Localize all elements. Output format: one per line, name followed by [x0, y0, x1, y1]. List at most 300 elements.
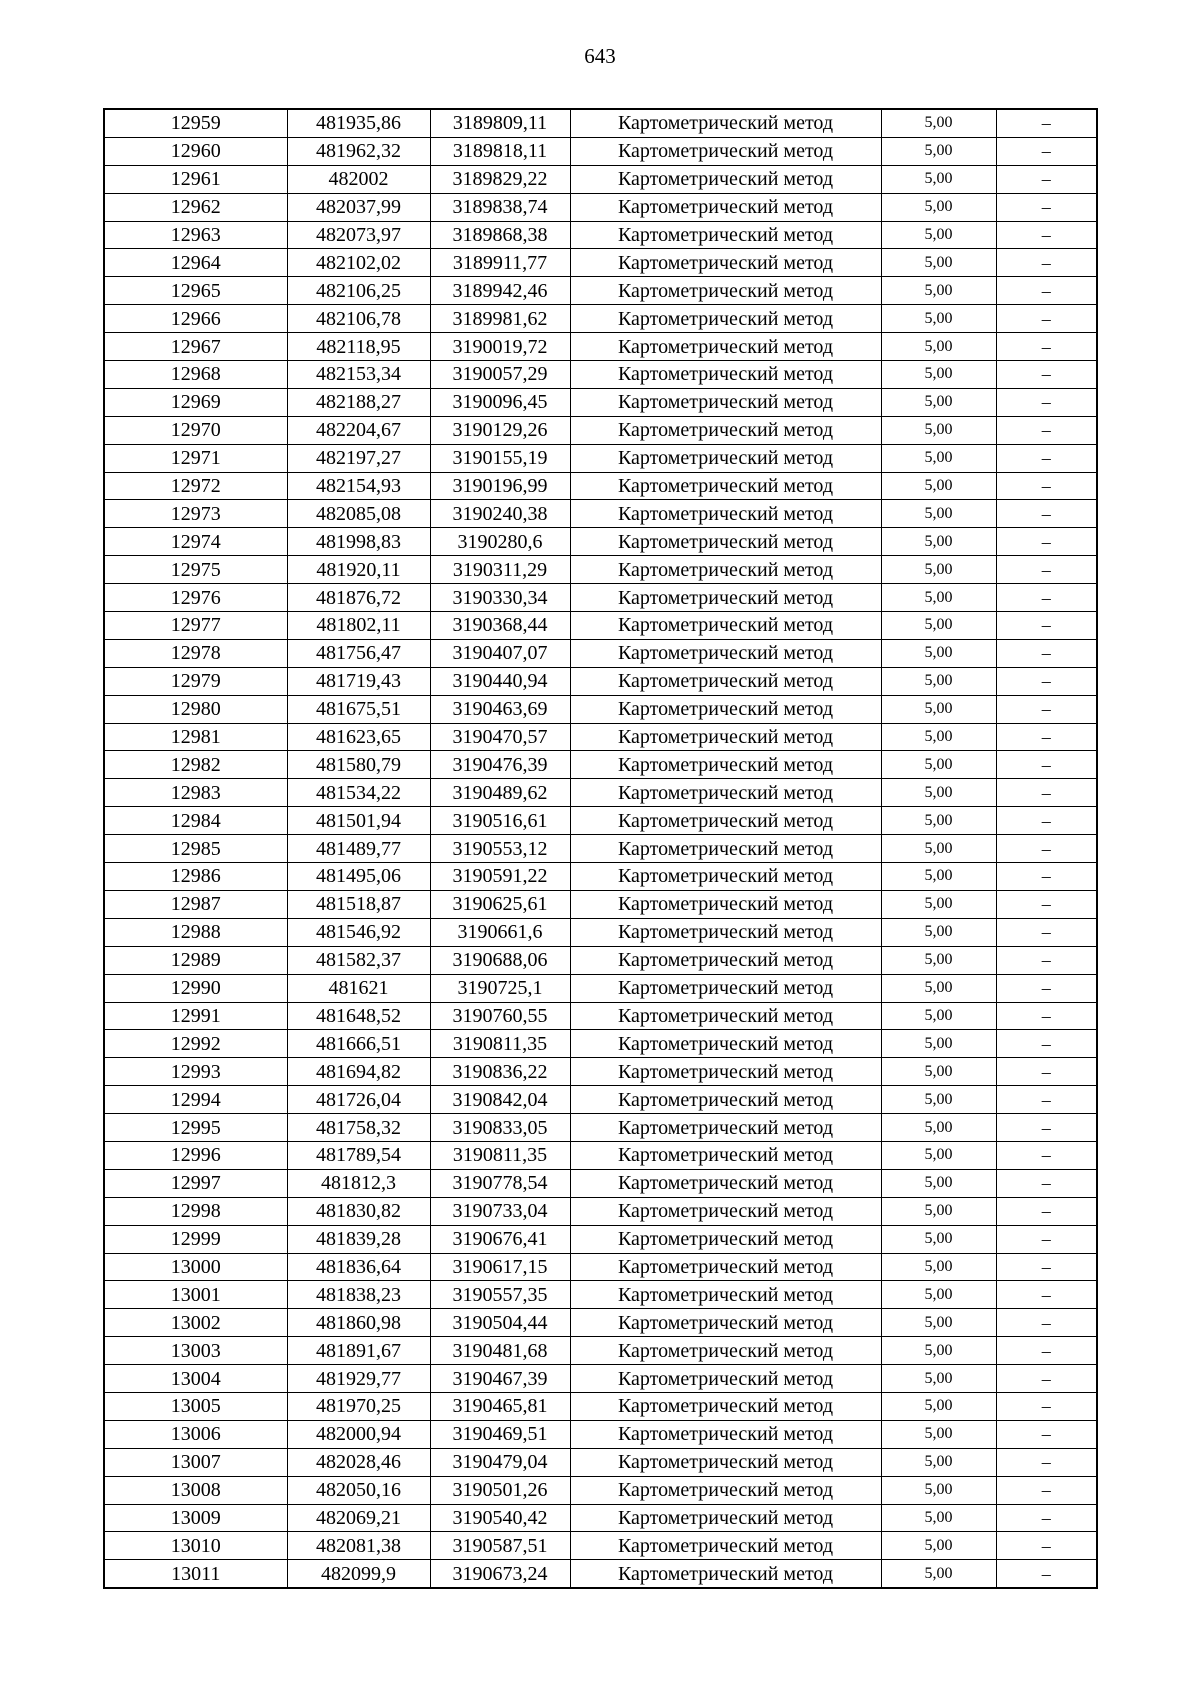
description-cell: –: [996, 1392, 1097, 1420]
accuracy-cell: 5,00: [881, 1197, 996, 1225]
description-cell: –: [996, 1309, 1097, 1337]
description-cell: –: [996, 1448, 1097, 1476]
x-coordinate-cell: 481802,11: [287, 612, 430, 640]
description-cell: –: [996, 333, 1097, 361]
x-coordinate-cell: 481534,22: [287, 779, 430, 807]
point-number-cell: 12984: [104, 807, 287, 835]
description-cell: –: [996, 388, 1097, 416]
x-coordinate-cell: 482081,38: [287, 1532, 430, 1560]
description-cell: –: [996, 1365, 1097, 1393]
y-coordinate-cell: 3189829,22: [430, 165, 570, 193]
method-cell: Картометрический метод: [570, 277, 881, 305]
description-cell: –: [996, 444, 1097, 472]
method-cell: Картометрический метод: [570, 1058, 881, 1086]
table-row: [104, 667, 1097, 695]
accuracy-cell: 5,00: [881, 472, 996, 500]
method-cell: Картометрический метод: [570, 807, 881, 835]
y-coordinate-cell: 3190842,04: [430, 1086, 570, 1114]
method-cell: Картометрический метод: [570, 444, 881, 472]
x-coordinate-cell: 482106,78: [287, 305, 430, 333]
x-coordinate-cell: 482106,25: [287, 277, 430, 305]
table-row: [104, 472, 1097, 500]
y-coordinate-cell: 3190096,45: [430, 388, 570, 416]
table-row: [104, 500, 1097, 528]
x-coordinate-cell: 481580,79: [287, 751, 430, 779]
table-row: [104, 1560, 1097, 1588]
description-cell: –: [996, 639, 1097, 667]
y-coordinate-cell: 3190733,04: [430, 1197, 570, 1225]
table-row: [104, 1114, 1097, 1142]
y-coordinate-cell: 3190688,06: [430, 946, 570, 974]
x-coordinate-cell: 481838,23: [287, 1281, 430, 1309]
y-coordinate-cell: 3190836,22: [430, 1058, 570, 1086]
table-row: [104, 1281, 1097, 1309]
table-row: [104, 388, 1097, 416]
point-number-cell: 12987: [104, 890, 287, 918]
description-cell: –: [996, 1281, 1097, 1309]
accuracy-cell: 5,00: [881, 528, 996, 556]
method-cell: Картометрический метод: [570, 779, 881, 807]
point-number-cell: 12995: [104, 1114, 287, 1142]
point-number-cell: 12986: [104, 863, 287, 891]
x-coordinate-cell: 482002: [287, 165, 430, 193]
description-cell: –: [996, 1169, 1097, 1197]
coordinates-table: [103, 108, 1098, 1589]
table-row: [104, 556, 1097, 584]
description-cell: –: [996, 1560, 1097, 1588]
y-coordinate-cell: 3190368,44: [430, 612, 570, 640]
method-cell: Картометрический метод: [570, 1504, 881, 1532]
accuracy-cell: 5,00: [881, 863, 996, 891]
x-coordinate-cell: 482197,27: [287, 444, 430, 472]
x-coordinate-cell: 482118,95: [287, 333, 430, 361]
description-cell: –: [996, 221, 1097, 249]
y-coordinate-cell: 3190504,44: [430, 1309, 570, 1337]
description-cell: –: [996, 751, 1097, 779]
x-coordinate-cell: 481756,47: [287, 639, 430, 667]
point-number-cell: 12975: [104, 556, 287, 584]
accuracy-cell: 5,00: [881, 1086, 996, 1114]
point-number-cell: 12998: [104, 1197, 287, 1225]
y-coordinate-cell: 3189809,11: [430, 109, 570, 137]
table-row: [104, 109, 1097, 137]
accuracy-cell: 5,00: [881, 918, 996, 946]
method-cell: Картометрический метод: [570, 639, 881, 667]
table-row: [104, 137, 1097, 165]
y-coordinate-cell: 3190557,35: [430, 1281, 570, 1309]
point-number-cell: 13010: [104, 1532, 287, 1560]
point-number-cell: 12968: [104, 361, 287, 389]
y-coordinate-cell: 3190778,54: [430, 1169, 570, 1197]
table-row: [104, 221, 1097, 249]
accuracy-cell: 5,00: [881, 277, 996, 305]
description-cell: –: [996, 1476, 1097, 1504]
accuracy-cell: 5,00: [881, 109, 996, 137]
y-coordinate-cell: 3190476,39: [430, 751, 570, 779]
table-row: [104, 1392, 1097, 1420]
table-row: [104, 918, 1097, 946]
y-coordinate-cell: 3190516,61: [430, 807, 570, 835]
y-coordinate-cell: 3190196,99: [430, 472, 570, 500]
description-cell: –: [996, 1420, 1097, 1448]
method-cell: Картометрический метод: [570, 472, 881, 500]
table-row: [104, 361, 1097, 389]
description-cell: –: [996, 109, 1097, 137]
table-row: [104, 751, 1097, 779]
y-coordinate-cell: 3190469,51: [430, 1420, 570, 1448]
method-cell: Картометрический метод: [570, 1002, 881, 1030]
description-cell: –: [996, 1058, 1097, 1086]
point-number-cell: 13001: [104, 1281, 287, 1309]
point-number-cell: 12962: [104, 193, 287, 221]
table-row: [104, 305, 1097, 333]
accuracy-cell: 5,00: [881, 556, 996, 584]
point-number-cell: 12990: [104, 974, 287, 1002]
accuracy-cell: 5,00: [881, 1420, 996, 1448]
accuracy-cell: 5,00: [881, 667, 996, 695]
y-coordinate-cell: 3190407,07: [430, 639, 570, 667]
point-number-cell: 13003: [104, 1337, 287, 1365]
y-coordinate-cell: 3190057,29: [430, 361, 570, 389]
accuracy-cell: 5,00: [881, 137, 996, 165]
x-coordinate-cell: 481929,77: [287, 1365, 430, 1393]
table-row: [104, 249, 1097, 277]
accuracy-cell: 5,00: [881, 695, 996, 723]
table-row: [104, 444, 1097, 472]
y-coordinate-cell: 3190540,42: [430, 1504, 570, 1532]
method-cell: Картометрический метод: [570, 165, 881, 193]
method-cell: Картометрический метод: [570, 1030, 881, 1058]
description-cell: –: [996, 807, 1097, 835]
accuracy-cell: 5,00: [881, 1002, 996, 1030]
point-number-cell: 12997: [104, 1169, 287, 1197]
table-row: [104, 165, 1097, 193]
y-coordinate-cell: 3190465,81: [430, 1392, 570, 1420]
point-number-cell: 12980: [104, 695, 287, 723]
method-cell: Картометрический метод: [570, 1086, 881, 1114]
accuracy-cell: 5,00: [881, 1476, 996, 1504]
point-number-cell: 12973: [104, 500, 287, 528]
description-cell: –: [996, 472, 1097, 500]
point-number-cell: 13002: [104, 1309, 287, 1337]
accuracy-cell: 5,00: [881, 890, 996, 918]
y-coordinate-cell: 3189818,11: [430, 137, 570, 165]
method-cell: Картометрический метод: [570, 249, 881, 277]
method-cell: Картометрический метод: [570, 1197, 881, 1225]
x-coordinate-cell: 482050,16: [287, 1476, 430, 1504]
description-cell: –: [996, 193, 1097, 221]
description-cell: –: [996, 974, 1097, 1002]
description-cell: –: [996, 1532, 1097, 1560]
x-coordinate-cell: 481495,06: [287, 863, 430, 891]
table-body: [104, 109, 1097, 1588]
method-cell: Картометрический метод: [570, 1365, 881, 1393]
description-cell: –: [996, 416, 1097, 444]
method-cell: Картометрический метод: [570, 361, 881, 389]
table-row: [104, 277, 1097, 305]
x-coordinate-cell: 481891,67: [287, 1337, 430, 1365]
table-row: [104, 1253, 1097, 1281]
accuracy-cell: 5,00: [881, 1532, 996, 1560]
x-coordinate-cell: 481970,25: [287, 1392, 430, 1420]
accuracy-cell: 5,00: [881, 333, 996, 361]
accuracy-cell: 5,00: [881, 1281, 996, 1309]
x-coordinate-cell: 481675,51: [287, 695, 430, 723]
description-cell: –: [996, 556, 1097, 584]
description-cell: –: [996, 249, 1097, 277]
description-cell: –: [996, 528, 1097, 556]
table-row: [104, 1197, 1097, 1225]
table-row: [104, 1141, 1097, 1169]
x-coordinate-cell: 482153,34: [287, 361, 430, 389]
method-cell: Картометрический метод: [570, 1141, 881, 1169]
description-cell: –: [996, 667, 1097, 695]
point-number-cell: 13004: [104, 1365, 287, 1393]
y-coordinate-cell: 3190661,6: [430, 918, 570, 946]
y-coordinate-cell: 3190481,68: [430, 1337, 570, 1365]
y-coordinate-cell: 3190587,51: [430, 1532, 570, 1560]
description-cell: –: [996, 1086, 1097, 1114]
description-cell: –: [996, 277, 1097, 305]
description-cell: –: [996, 612, 1097, 640]
table-row: [104, 1030, 1097, 1058]
x-coordinate-cell: 481839,28: [287, 1225, 430, 1253]
accuracy-cell: 5,00: [881, 165, 996, 193]
x-coordinate-cell: 482037,99: [287, 193, 430, 221]
point-number-cell: 12963: [104, 221, 287, 249]
table-row: [104, 1504, 1097, 1532]
method-cell: Картометрический метод: [570, 1225, 881, 1253]
table-row: [104, 1086, 1097, 1114]
point-number-cell: 13007: [104, 1448, 287, 1476]
method-cell: Картометрический метод: [570, 1532, 881, 1560]
point-number-cell: 12978: [104, 639, 287, 667]
table-row: [104, 890, 1097, 918]
method-cell: Картометрический метод: [570, 193, 881, 221]
description-cell: –: [996, 361, 1097, 389]
point-number-cell: 12969: [104, 388, 287, 416]
table-row: [104, 863, 1097, 891]
method-cell: Картометрический метод: [570, 528, 881, 556]
x-coordinate-cell: 481546,92: [287, 918, 430, 946]
accuracy-cell: 5,00: [881, 779, 996, 807]
table-row: [104, 1225, 1097, 1253]
x-coordinate-cell: 482069,21: [287, 1504, 430, 1532]
table-row: [104, 416, 1097, 444]
method-cell: Картометрический метод: [570, 1392, 881, 1420]
x-coordinate-cell: 482188,27: [287, 388, 430, 416]
table-row: [104, 1058, 1097, 1086]
y-coordinate-cell: 3190501,26: [430, 1476, 570, 1504]
accuracy-cell: 5,00: [881, 388, 996, 416]
y-coordinate-cell: 3190591,22: [430, 863, 570, 891]
x-coordinate-cell: 481582,37: [287, 946, 430, 974]
x-coordinate-cell: 481830,82: [287, 1197, 430, 1225]
method-cell: Картометрический метод: [570, 305, 881, 333]
method-cell: Картометрический метод: [570, 1337, 881, 1365]
accuracy-cell: 5,00: [881, 305, 996, 333]
accuracy-cell: 5,00: [881, 221, 996, 249]
table-row: [104, 835, 1097, 863]
method-cell: Картометрический метод: [570, 388, 881, 416]
point-number-cell: 13005: [104, 1392, 287, 1420]
point-number-cell: 12977: [104, 612, 287, 640]
y-coordinate-cell: 3189942,46: [430, 277, 570, 305]
accuracy-cell: 5,00: [881, 1253, 996, 1281]
point-number-cell: 13006: [104, 1420, 287, 1448]
method-cell: Картометрический метод: [570, 1281, 881, 1309]
accuracy-cell: 5,00: [881, 1337, 996, 1365]
y-coordinate-cell: 3190760,55: [430, 1002, 570, 1030]
y-coordinate-cell: 3189911,77: [430, 249, 570, 277]
accuracy-cell: 5,00: [881, 612, 996, 640]
x-coordinate-cell: 481789,54: [287, 1141, 430, 1169]
y-coordinate-cell: 3190833,05: [430, 1114, 570, 1142]
description-cell: –: [996, 863, 1097, 891]
description-cell: –: [996, 500, 1097, 528]
accuracy-cell: 5,00: [881, 1114, 996, 1142]
x-coordinate-cell: 481726,04: [287, 1086, 430, 1114]
accuracy-cell: 5,00: [881, 584, 996, 612]
x-coordinate-cell: 481836,64: [287, 1253, 430, 1281]
x-coordinate-cell: 481998,83: [287, 528, 430, 556]
x-coordinate-cell: 481648,52: [287, 1002, 430, 1030]
table-row: [104, 193, 1097, 221]
accuracy-cell: 5,00: [881, 1030, 996, 1058]
method-cell: Картометрический метод: [570, 918, 881, 946]
page-number: 643: [584, 44, 616, 68]
method-cell: Картометрический метод: [570, 890, 881, 918]
point-number-cell: 12985: [104, 835, 287, 863]
method-cell: Картометрический метод: [570, 333, 881, 361]
description-cell: –: [996, 1002, 1097, 1030]
accuracy-cell: 5,00: [881, 1504, 996, 1532]
method-cell: Картометрический метод: [570, 1476, 881, 1504]
y-coordinate-cell: 3190330,34: [430, 584, 570, 612]
method-cell: Картометрический метод: [570, 723, 881, 751]
x-coordinate-cell: 482099,9: [287, 1560, 430, 1588]
point-number-cell: 12988: [104, 918, 287, 946]
y-coordinate-cell: 3189838,74: [430, 193, 570, 221]
description-cell: –: [996, 1504, 1097, 1532]
method-cell: Картометрический метод: [570, 612, 881, 640]
description-cell: –: [996, 1030, 1097, 1058]
accuracy-cell: 5,00: [881, 1392, 996, 1420]
description-cell: –: [996, 165, 1097, 193]
table-row: [104, 779, 1097, 807]
accuracy-cell: 5,00: [881, 416, 996, 444]
point-number-cell: 12972: [104, 472, 287, 500]
accuracy-cell: 5,00: [881, 1058, 996, 1086]
method-cell: Картометрический метод: [570, 416, 881, 444]
description-cell: –: [996, 918, 1097, 946]
y-coordinate-cell: 3190617,15: [430, 1253, 570, 1281]
description-cell: –: [996, 835, 1097, 863]
table-row: [104, 1337, 1097, 1365]
x-coordinate-cell: 482028,46: [287, 1448, 430, 1476]
accuracy-cell: 5,00: [881, 751, 996, 779]
table-row: [104, 333, 1097, 361]
y-coordinate-cell: 3190129,26: [430, 416, 570, 444]
accuracy-cell: 5,00: [881, 193, 996, 221]
description-cell: –: [996, 723, 1097, 751]
method-cell: Картометрический метод: [570, 974, 881, 1002]
x-coordinate-cell: 482204,67: [287, 416, 430, 444]
description-cell: –: [996, 584, 1097, 612]
point-number-cell: 12983: [104, 779, 287, 807]
y-coordinate-cell: 3190811,35: [430, 1030, 570, 1058]
method-cell: Картометрический метод: [570, 1253, 881, 1281]
accuracy-cell: 5,00: [881, 1169, 996, 1197]
table-row: [104, 1002, 1097, 1030]
x-coordinate-cell: 481489,77: [287, 835, 430, 863]
x-coordinate-cell: 482102,02: [287, 249, 430, 277]
y-coordinate-cell: 3190280,6: [430, 528, 570, 556]
point-number-cell: 12999: [104, 1225, 287, 1253]
accuracy-cell: 5,00: [881, 807, 996, 835]
table-row: [104, 1448, 1097, 1476]
method-cell: Картометрический метод: [570, 137, 881, 165]
x-coordinate-cell: 482154,93: [287, 472, 430, 500]
point-number-cell: 12959: [104, 109, 287, 137]
point-number-cell: 13000: [104, 1253, 287, 1281]
table-row: [104, 1476, 1097, 1504]
point-number-cell: 12991: [104, 1002, 287, 1030]
method-cell: Картометрический метод: [570, 751, 881, 779]
y-coordinate-cell: 3190725,1: [430, 974, 570, 1002]
x-coordinate-cell: 481621: [287, 974, 430, 1002]
accuracy-cell: 5,00: [881, 1560, 996, 1588]
method-cell: Картометрический метод: [570, 667, 881, 695]
x-coordinate-cell: 481812,3: [287, 1169, 430, 1197]
y-coordinate-cell: 3190467,39: [430, 1365, 570, 1393]
point-number-cell: 12971: [104, 444, 287, 472]
method-cell: Картометрический метод: [570, 946, 881, 974]
y-coordinate-cell: 3190440,94: [430, 667, 570, 695]
accuracy-cell: 5,00: [881, 946, 996, 974]
x-coordinate-cell: 481920,11: [287, 556, 430, 584]
y-coordinate-cell: 3190240,38: [430, 500, 570, 528]
x-coordinate-cell: 481860,98: [287, 1309, 430, 1337]
table-row: [104, 528, 1097, 556]
y-coordinate-cell: 3190019,72: [430, 333, 570, 361]
accuracy-cell: 5,00: [881, 723, 996, 751]
x-coordinate-cell: 481962,32: [287, 137, 430, 165]
accuracy-cell: 5,00: [881, 1309, 996, 1337]
description-cell: –: [996, 305, 1097, 333]
accuracy-cell: 5,00: [881, 444, 996, 472]
accuracy-cell: 5,00: [881, 1141, 996, 1169]
y-coordinate-cell: 3190470,57: [430, 723, 570, 751]
table-row: [104, 807, 1097, 835]
description-cell: –: [996, 695, 1097, 723]
point-number-cell: 12967: [104, 333, 287, 361]
point-number-cell: 13011: [104, 1560, 287, 1588]
point-number-cell: 13009: [104, 1504, 287, 1532]
table-row: [104, 1169, 1097, 1197]
description-cell: –: [996, 1225, 1097, 1253]
accuracy-cell: 5,00: [881, 1448, 996, 1476]
description-cell: –: [996, 1141, 1097, 1169]
y-coordinate-cell: 3190553,12: [430, 835, 570, 863]
x-coordinate-cell: 481876,72: [287, 584, 430, 612]
table-row: [104, 612, 1097, 640]
method-cell: Картометрический метод: [570, 1309, 881, 1337]
description-cell: –: [996, 946, 1097, 974]
method-cell: Картометрический метод: [570, 1560, 881, 1588]
method-cell: Картометрический метод: [570, 1169, 881, 1197]
description-cell: –: [996, 1114, 1097, 1142]
